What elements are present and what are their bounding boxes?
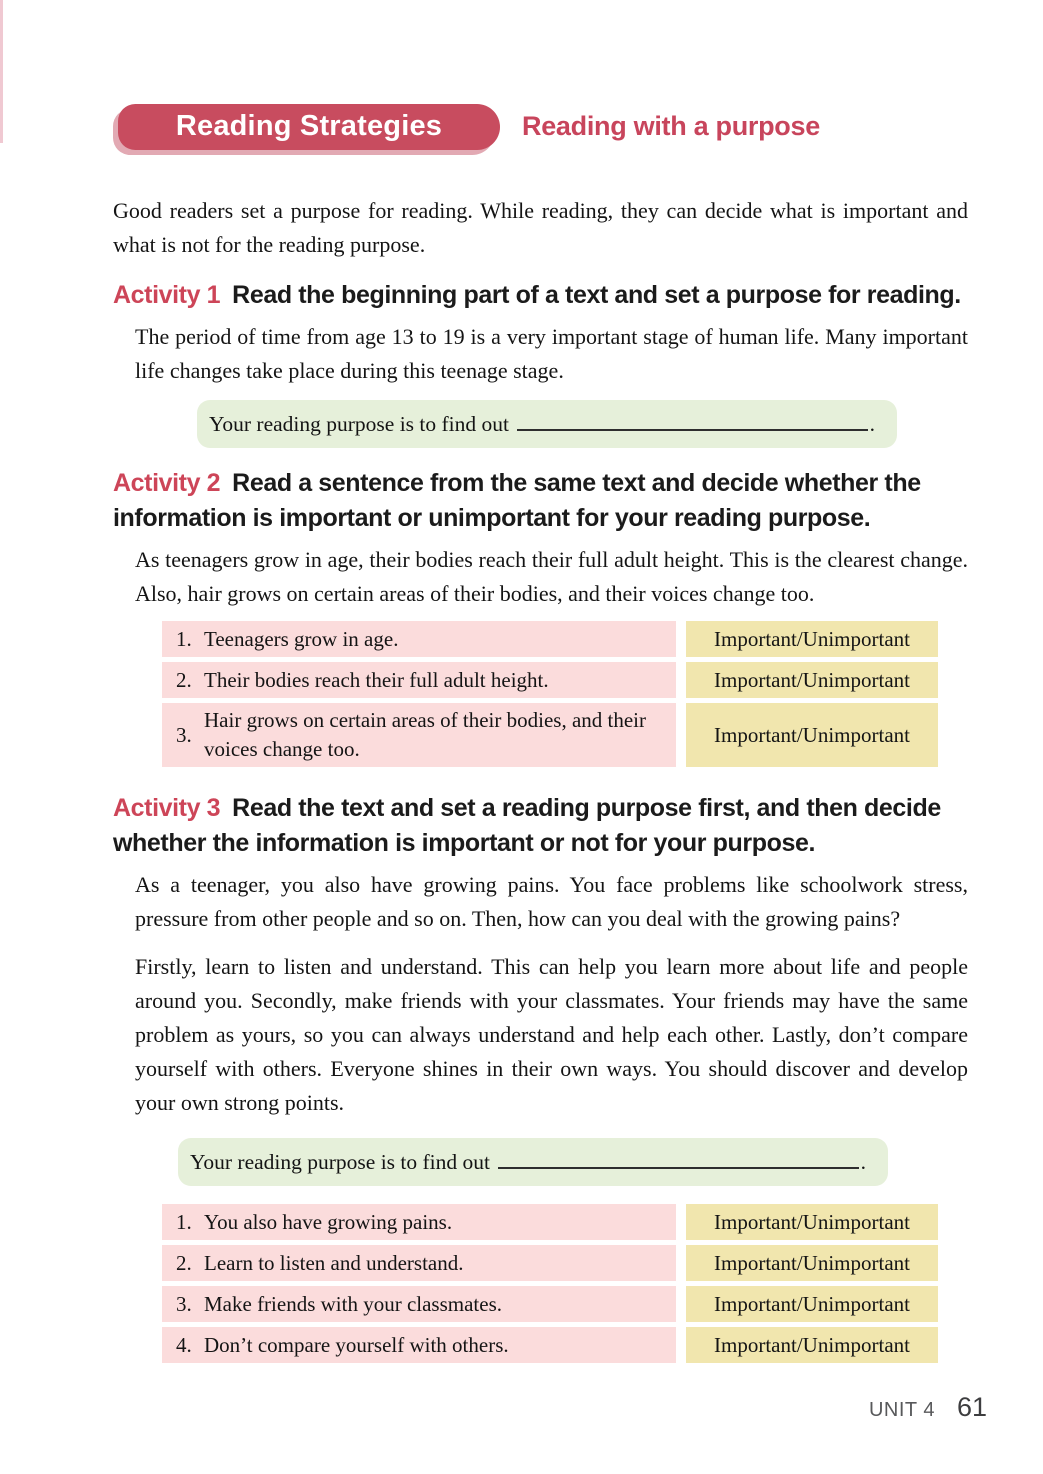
purpose-box-period: . bbox=[860, 1149, 866, 1174]
item-cell bbox=[162, 1286, 676, 1322]
item-cell bbox=[162, 662, 676, 698]
banner bbox=[113, 103, 968, 150]
activity-3-heading bbox=[113, 791, 968, 861]
banner-subtitle: Reading with a purpose bbox=[522, 111, 820, 141]
item-cell bbox=[162, 1245, 676, 1281]
reading-purpose-box-2 bbox=[178, 1138, 888, 1186]
activity-1-heading bbox=[113, 278, 968, 313]
activity-3-section bbox=[113, 791, 968, 1363]
activity-3-label: Activity 3 bbox=[113, 794, 221, 822]
item-cell bbox=[162, 703, 676, 767]
intro-paragraph: Good readers set a purpose for reading. While reading, they can decide what is important and what is not for the reading purpose. bbox=[113, 198, 968, 257]
item-number: 1. bbox=[176, 626, 192, 651]
item-text: Don’t compare yourself with others. bbox=[204, 1332, 509, 1357]
activity-2-section bbox=[113, 466, 968, 767]
item-number: 1. bbox=[176, 1209, 192, 1234]
item-cell bbox=[162, 1204, 676, 1240]
item-text: Make friends with your classmates. bbox=[204, 1291, 503, 1316]
reading-strategies-pill bbox=[118, 104, 500, 150]
item-number: 4. bbox=[176, 1332, 192, 1357]
table-row bbox=[162, 1327, 938, 1363]
activity-3-paragraph-1: As a teenager, you also have growing pains. You face problems like schoolwork stress, pressure from other people and so on. Then, how can you deal with the growing pains? bbox=[135, 872, 968, 931]
choice-cell[interactable]: Important/Unimportant bbox=[686, 621, 938, 657]
choice-cell[interactable]: Important/Unimportant bbox=[686, 1245, 938, 1281]
item-cell bbox=[162, 1327, 676, 1363]
item-text: You also have growing pains. bbox=[204, 1209, 453, 1234]
item-cell bbox=[162, 621, 676, 657]
item-text: Their bodies reach their full adult height. bbox=[204, 667, 549, 692]
activity-2-paragraph: As teenagers grow in age, their bodies reach their full adult height. This is the clearest change. Also, hair grows on certain areas of their bodies, and their voices change too. bbox=[135, 547, 968, 606]
activity-2-table bbox=[162, 621, 938, 767]
page-content bbox=[0, 103, 1043, 1363]
item-text: Learn to listen and understand. bbox=[204, 1250, 464, 1275]
page-footer bbox=[869, 1392, 987, 1423]
table-row bbox=[162, 1204, 938, 1240]
purpose-blank-field[interactable] bbox=[498, 1147, 859, 1169]
activity-2-label: Activity 2 bbox=[113, 469, 221, 497]
activity-1-section bbox=[113, 278, 968, 448]
activity-3-table bbox=[162, 1204, 938, 1363]
page-edge-accent bbox=[0, 0, 3, 143]
item-text: Hair grows on certain areas of their bodies, and their voices change too. bbox=[204, 708, 647, 761]
item-number: 3. bbox=[176, 1291, 192, 1316]
unit-label: UNIT 4 bbox=[868, 1399, 935, 1421]
activity-1-paragraph: The period of time from age 13 to 19 is a very important stage of human life. Many important life changes take place during this teenage stage. bbox=[135, 324, 968, 383]
activity-3-paragraph-2: Firstly, learn to listen and understand. This can help you learn more about life and people around you. Secondly, make friends with your classmates. Your friends may have the same problem as yours, so you can always understand and help each other. Lastly, don’t compare yourself with others. Everyone shines in their own ways. You should discover and develop your own strong points. bbox=[135, 954, 968, 1115]
item-text: Teenagers grow in age. bbox=[204, 626, 399, 651]
choice-cell[interactable]: Important/Unimportant bbox=[686, 1327, 938, 1363]
table-row bbox=[162, 1286, 938, 1322]
page-number: 61 bbox=[956, 1392, 987, 1422]
table-row bbox=[162, 1245, 938, 1281]
table-row bbox=[162, 621, 938, 657]
item-number: 2. bbox=[176, 667, 192, 692]
activity-1-label: Activity 1 bbox=[113, 281, 221, 309]
choice-cell[interactable]: Important/Unimportant bbox=[686, 662, 938, 698]
pill-label: Reading Strategies bbox=[175, 110, 443, 142]
reading-purpose-box-1 bbox=[197, 400, 897, 448]
purpose-box-text: Your reading purpose is to find out bbox=[190, 1149, 490, 1174]
purpose-box-text: Your reading purpose is to find out bbox=[209, 411, 509, 436]
activity-1-title: Read the beginning part of a text and set a purpose for reading. bbox=[232, 281, 961, 309]
choice-cell[interactable]: Important/Unimportant bbox=[686, 703, 938, 767]
item-number: 2. bbox=[176, 1250, 192, 1275]
purpose-box-period: . bbox=[869, 411, 875, 436]
activity-3-title: Read the text and set a reading purpose first, and then decide whether the information is important or not for your purpose. bbox=[113, 794, 941, 857]
choice-cell[interactable]: Important/Unimportant bbox=[686, 1204, 938, 1240]
table-row bbox=[162, 703, 938, 767]
purpose-blank-field[interactable] bbox=[517, 409, 868, 431]
activity-2-heading bbox=[113, 466, 968, 536]
activity-2-title: Read a sentence from the same text and decide whether the information is important or unimportant for your reading purpose. bbox=[113, 469, 921, 532]
choice-cell[interactable]: Important/Unimportant bbox=[686, 1286, 938, 1322]
item-number: 3. bbox=[176, 722, 192, 747]
table-row bbox=[162, 662, 938, 698]
